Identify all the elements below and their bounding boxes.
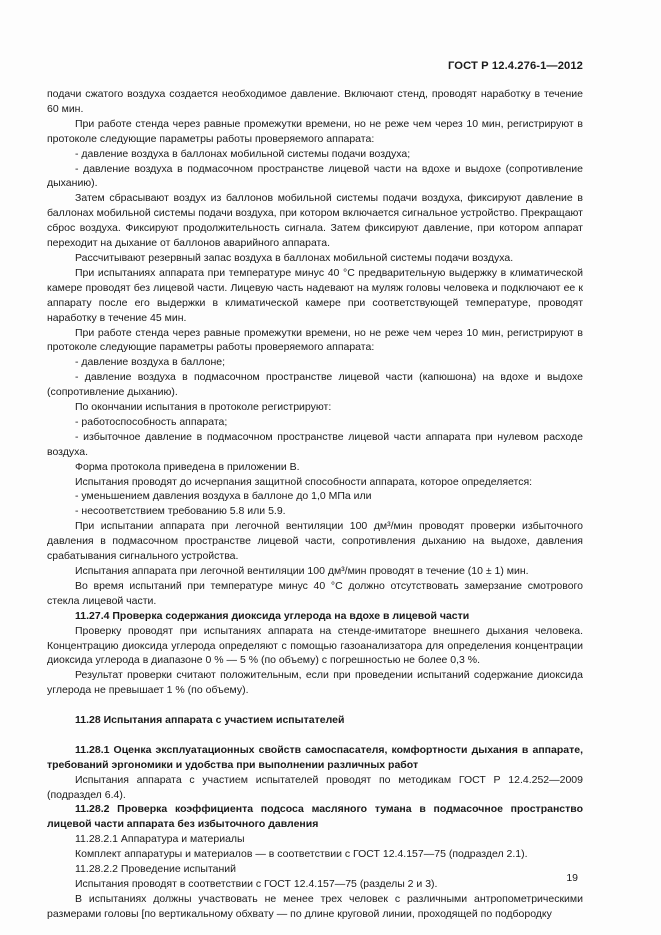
paragraph: При испытаниях аппарата при температуре минус 40 °С предварительную выдержку в климатической камере проводят без лицевой части. Лицевую часть надевают на муляж головы человека и подключают ее к аппарату после его выдержки в климатической камере при соответствующей температуре, проводят наработку в течение 45 мин. <box>47 266 583 324</box>
paragraph: - несоответствием требованию 5.8 или 5.9. <box>75 505 286 518</box>
section-heading: 11.28.2 Проверка коэффициента подсоса масляного тумана в подмасочное пространство лицевой части аппарата без избыточного давления <box>47 803 583 831</box>
paragraph: - давление воздуха в подмасочном пространстве лицевой части (капюшона) на вдохе и выдохе (сопротивление дыханию). <box>47 371 583 399</box>
standard-header: ГОСТ Р 12.4.276-1—2012 <box>448 60 583 72</box>
section-heading: 11.28.1 Оценка эксплуатационных свойств самоспасателя, комфортности дыхания в аппарате, требований эргономики и удобства при выполнении различных работ <box>47 743 583 771</box>
paragraph: 11.28.2.2 Проведение испытаний <box>75 863 237 876</box>
paragraph-gap <box>47 728 583 743</box>
paragraph: - давление воздуха в баллоне; <box>75 356 226 369</box>
paragraph: При работе стенда через равные промежутки времени, но не реже чем через 10 мин, регистрируют в протоколе следующие параметры работы проверяемого аппарата: <box>47 326 583 354</box>
paragraph: - давление воздуха в баллонах мобильной системы подачи воздуха; <box>75 147 411 160</box>
page-number: 19 <box>566 872 578 884</box>
paragraph: - уменьшением давления воздуха в баллоне до 1,0 МПа или <box>75 490 372 503</box>
paragraph: Проверку проводят при испытаниях аппарата на стенде-имитаторе внешнего дыхания человека. Концентрацию диоксида углерода определяют с помощью газоанализатора для определения концентрации диоксида углерода в диапазоне 0 % — 5 % (по объему) с погрешностью не более 0,3 %. <box>47 624 583 667</box>
paragraph: - избыточное давление в подмасочном пространстве лицевой части аппарата при нулевом расходе воздуха. <box>47 430 583 458</box>
paragraph: Результат проверки считают положительным, если при проведении испытаний содержание диоксида углерода не превышает 1 % (по объему). <box>47 669 583 697</box>
document-body <box>47 87 583 922</box>
paragraph: Рассчитывают резервный запас воздуха в баллонах мобильной системы подачи воздуха. <box>75 251 514 264</box>
paragraph: При испытании аппарата при легочной вентиляции 100 дм³/мин проводят проверки избыточного давления в подмасочном пространстве лицевой части, сопротивления дыханию на выдохе, давления срабатывания сигнального устройства. <box>47 520 583 563</box>
paragraph: Затем сбрасывают воздух из баллонов мобильной системы подачи воздуха, фиксируют давление в баллонах мобильной системы подачи воздуха, при котором включается сигнальное устройство. Прекращают сброс воздуха. Фиксируют продолжительность сигнала. Затем фиксируют давление, при котором аппарат переходит на дыхание от баллонов аварийного аппарата. <box>47 192 583 250</box>
paragraph: При работе стенда через равные промежутки времени, но не реже чем через 10 мин, регистрируют в протоколе следующие параметры работы проверяемого аппарата: <box>47 117 583 145</box>
paragraph: - работоспособность аппарата; <box>75 415 228 428</box>
paragraph: По окончании испытания в протоколе регистрируют: <box>75 401 332 414</box>
paragraph: Форма протокола приведена в приложении В. <box>75 460 300 473</box>
paragraph: Комплект аппаратуры и материалов — в соответствии с ГОСТ 12.4.157—75 (подраздел 2.1). <box>75 848 528 861</box>
paragraph: Испытания проводят в соответствии с ГОСТ 12.4.157—75 (разделы 2 и 3). <box>75 878 438 890</box>
paragraph-gap <box>47 698 583 713</box>
paragraph: Испытания аппарата при легочной вентиляции 100 дм³/мин проводят в течение (10 ± 1) мин. <box>75 565 529 577</box>
paragraph: Во время испытаний при температуре минус 40 °С должно отсутствовать замерзание смотрового стекла лицевой части. <box>47 579 583 607</box>
section-heading: 11.28 Испытания аппарата с участием испытателей <box>75 714 345 727</box>
paragraph: 11.28.2.1 Аппаратура и материалы <box>75 833 245 846</box>
paragraph: Испытания аппарата с участием испытателей проводят по методикам ГОСТ Р 12.4.252—2009 (подраздел 6.4). <box>47 773 583 801</box>
paragraph: В испытаниях должны участвовать не менее трех человек с различными антропометрическими размерами головы [по вертикальному обхвату — по длине круговой линии, проходящей по подбородку <box>47 892 583 920</box>
paragraph: Испытания проводят до исчерпания защитной способности аппарата, которое определяется: <box>75 475 533 488</box>
section-heading: 11.27.4 Проверка содержания диоксида углерода на вдохе в лицевой части <box>75 609 470 622</box>
paragraph: - давление воздуха в подмасочном пространстве лицевой части на вдохе и выдохе (сопротивление дыханию). <box>47 162 583 190</box>
paragraph: подачи сжатого воздуха создается необходимое давление. Включают стенд, проводят наработку в течение 60 мин. <box>47 88 583 115</box>
